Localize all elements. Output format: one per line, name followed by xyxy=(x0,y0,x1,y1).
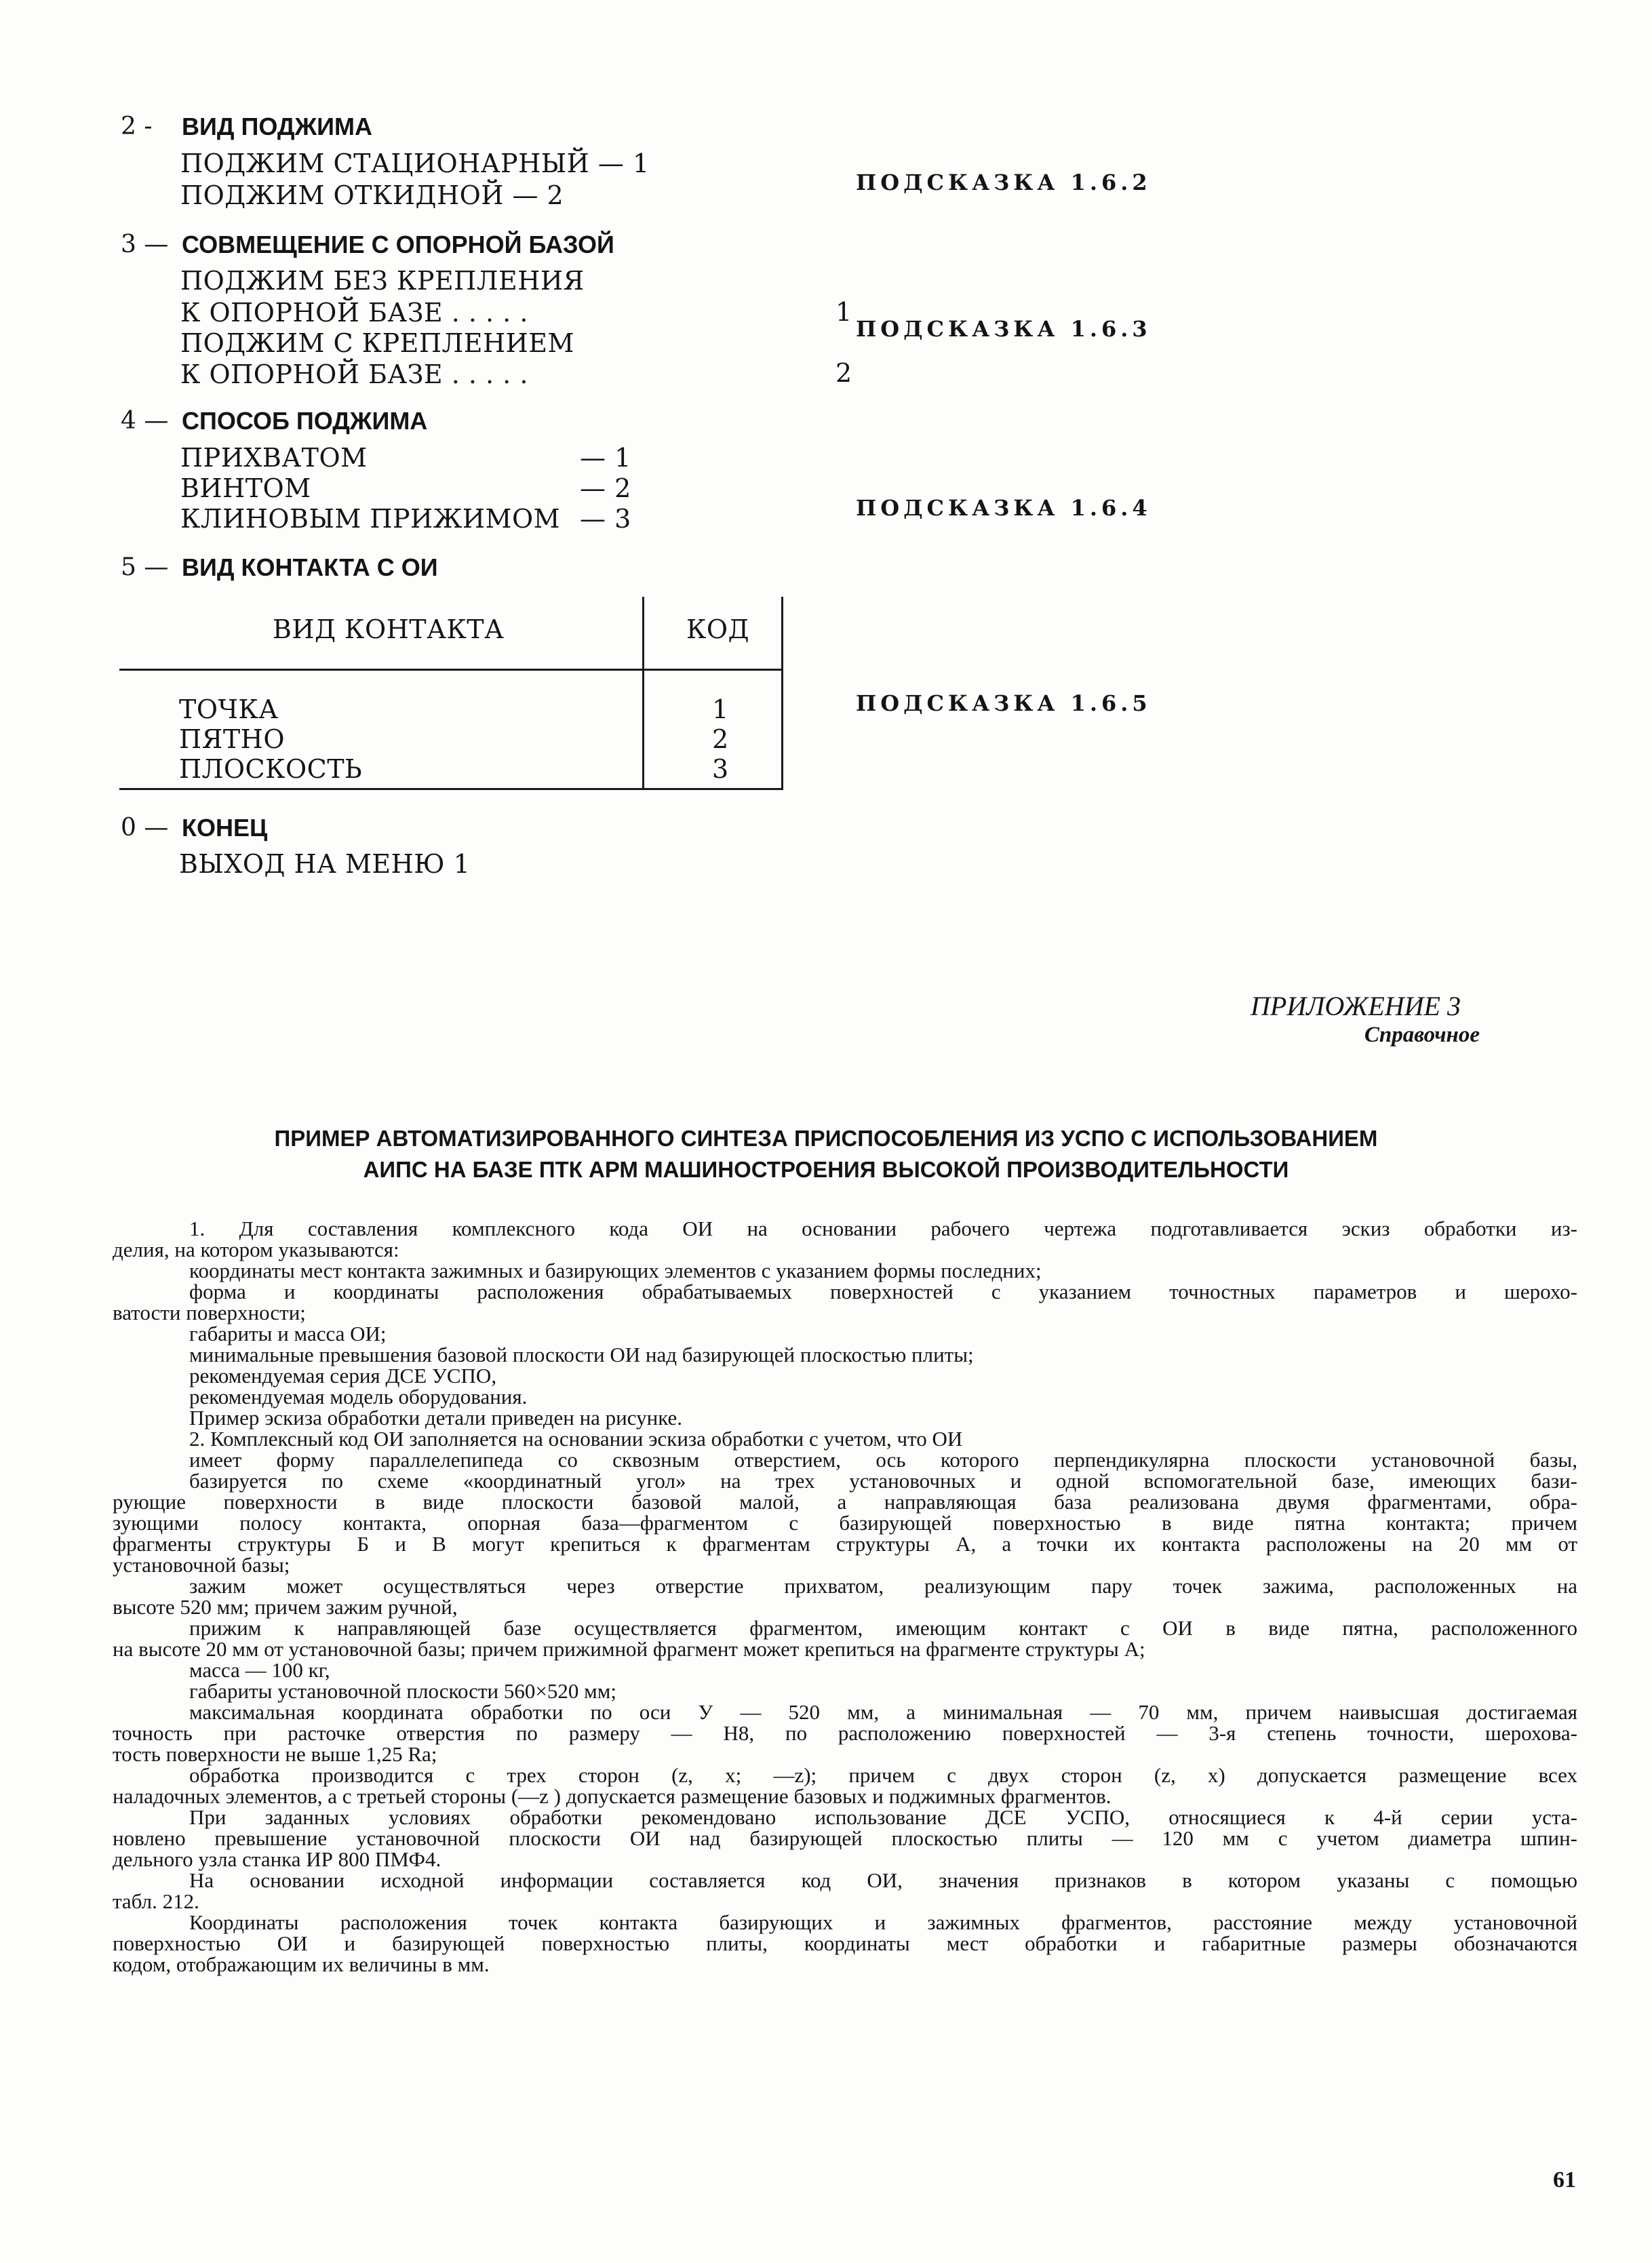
hint-1-6-2: ПОДСКАЗКА 1.6.2 xyxy=(856,170,1152,195)
document-title-line-1: ПРИМЕР АВТОМАТИЗИРОВАННОГО СИНТЕЗА ПРИСПОСОБЛЕНИЯ ИЗ УСПО С ИСПОЛЬЗОВАНИЕМ xyxy=(274,1126,1378,1151)
body-line: тость поверхности не выше 1,25 Ra; xyxy=(113,1742,437,1766)
body-line: габариты и масса ОИ; xyxy=(189,1322,387,1345)
table-row-code-1: 1 xyxy=(712,694,729,724)
section-3-item-1: ПОДЖИМ БЕЗ КРЕПЛЕНИЯ xyxy=(180,266,585,296)
table-header-code: КОД xyxy=(686,614,749,644)
section-0-title: КОНЕЦ xyxy=(182,814,268,842)
section-4-title: СПОСОБ ПОДЖИМА xyxy=(182,407,428,435)
body-line: установочной базы; xyxy=(113,1553,290,1577)
body-line: точность при расточке отверстия по размеру — Н8, по расположению поверхностей — 3-я степень точности, шерохова- xyxy=(113,1721,1577,1745)
section-4-number: 4 — xyxy=(121,407,169,435)
document-title-line-2: АИПС НА БАЗЕ ПТК АРМ МАШИНОСТРОЕНИЯ ВЫСОКОЙ ПРОИЗВОДИТЕЛЬНОСТИ xyxy=(363,1157,1289,1182)
table-row-type-1: ТОЧКА xyxy=(179,694,279,724)
section-3-title: СОВМЕЩЕНИЕ С ОПОРНОЙ БАЗОЙ xyxy=(182,231,614,258)
hint-1-6-5: ПОДСКАЗКА 1.6.5 xyxy=(856,690,1152,716)
section-0-item: ВЫХОД НА МЕНЮ 1 xyxy=(179,849,471,879)
table-row-code-2: 2 xyxy=(712,724,729,754)
body-line: зажим может осуществляться через отверстие прихватом, реализующим пару точек зажима, расположенных на xyxy=(189,1574,1577,1598)
section-4-item-2: ВИНТОМ xyxy=(180,473,311,503)
body-line: рующие поверхности в виде плоскости базовой малой, а направляющая база реализована двумя фрагментами, обра- xyxy=(113,1490,1577,1514)
body-line: дельного узла станка ИР 800 ПМФ4. xyxy=(113,1847,441,1871)
table-row-type-3: ПЛОСКОСТЬ xyxy=(179,754,363,784)
body-line: ватости поверхности; xyxy=(113,1301,306,1324)
section-3-code-2: 2 xyxy=(835,358,852,388)
body-line: обработка производится с трех сторон (z, x; —z); причем с двух сторон (z, x) допускается размещение всех xyxy=(189,1763,1577,1787)
section-4-code-2: — 2 xyxy=(580,473,631,503)
section-4-item-3: КЛИНОВЫМ ПРИЖИМОМ xyxy=(180,504,561,534)
body-line: 2. Комплексный код ОИ заполняется на основании эскиза обработки с учетом, что ОИ xyxy=(189,1427,963,1451)
section-5-number: 5 — xyxy=(121,553,169,581)
section-2-number: 2 - xyxy=(121,113,153,140)
body-line: новлено превышение установочной плоскости ОИ над базирующей плоскостью плиты — 120 мм с учетом диаметра шпин- xyxy=(113,1826,1577,1850)
section-2-item-2: ПОДЖИМ ОТКИДНОЙ — 2 xyxy=(180,180,564,210)
body-line: габариты установочной плоскости 560×520 мм; xyxy=(189,1679,616,1703)
section-5-title: ВИД КОНТАКТА С ОИ xyxy=(182,553,438,581)
hint-1-6-4: ПОДСКАЗКА 1.6.4 xyxy=(856,495,1152,521)
body-line: поверхностью ОИ и базирующей поверхностью плиты, координаты мест обработки и габаритные размеры обозначаются xyxy=(113,1931,1577,1955)
body-line: На основании исходной информации составляется код ОИ, значения признаков в котором указаны с помощью xyxy=(189,1868,1577,1892)
body-line: кодом, отображающим их величины в мм. xyxy=(113,1952,490,1976)
body-text xyxy=(113,1218,1577,1975)
body-line: делия, на котором указываются: xyxy=(113,1238,399,1261)
body-line: фрагменты структуры Б и В могут крепиться к фрагментам структуры А, а точки их контакта расположены на 20 мм от xyxy=(113,1532,1577,1556)
section-2-title: ВИД ПОДЖИМА xyxy=(182,113,372,140)
body-line: наладочных элементов, а с третьей стороны (—z ) допускается размещение базовых и поджимных фрагментов. xyxy=(113,1784,1112,1808)
body-line: прижим к направляющей базе осуществляется фрагментом, имеющим контакт с ОИ в виде пятна, расположенного xyxy=(189,1616,1577,1640)
table-bottom-rule xyxy=(119,788,783,790)
section-3-item-4: К ОПОРНОЙ БАЗЕ . . . . . xyxy=(180,359,528,389)
body-line: высоте 520 мм; причем зажим ручной, xyxy=(113,1595,458,1619)
section-4-code-3: — 3 xyxy=(580,504,631,534)
hint-1-6-3: ПОДСКАЗКА 1.6.3 xyxy=(856,316,1152,342)
table-row-code-3: 3 xyxy=(712,754,729,784)
section-3-item-3: ПОДЖИМ С КРЕПЛЕНИЕМ xyxy=(180,328,574,358)
section-2-item-1: ПОДЖИМ СТАЦИОНАРНЫЙ — 1 xyxy=(180,149,650,178)
table-row-type-2: ПЯТНО xyxy=(179,724,285,754)
body-line: на высоте 20 мм от установочной базы; причем прижимной фрагмент может крепиться на фрагменте структуры А; xyxy=(113,1637,1145,1661)
body-line: 1. Для составления комплексного кода ОИ на основании рабочего чертежа подготавливается эскиз обработки из- xyxy=(189,1217,1577,1240)
table-divider-vertical xyxy=(642,597,644,790)
body-line: форма и координаты расположения обрабатываемых поверхностей с указанием точностных параметров и шерохо- xyxy=(189,1280,1577,1303)
body-line: При заданных условиях обработки рекомендовано использование ДСЕ УСПО, относящиеся к 4-й серии уста- xyxy=(189,1805,1577,1829)
section-4-code-1: — 1 xyxy=(580,443,631,473)
body-line: Пример эскиза обработки детали приведен на рисунке. xyxy=(189,1406,683,1430)
body-line: координаты мест контакта зажимных и базирующих элементов с указанием формы последних; xyxy=(189,1259,1042,1282)
section-3-code-1: 1 xyxy=(835,297,852,327)
section-0-number: 0 — xyxy=(121,814,169,842)
body-line: масса — 100 кг, xyxy=(189,1658,330,1682)
appendix-sublabel: Справочное xyxy=(1364,1023,1480,1047)
section-3-item-2: К ОПОРНОЙ БАЗЕ . . . . . xyxy=(180,298,528,328)
body-line: минимальные превышения базовой плоскости ОИ над базирующей плоскостью плиты; xyxy=(189,1343,974,1366)
body-line: рекомендуемая модель оборудования. xyxy=(189,1385,528,1409)
section-3-number: 3 — xyxy=(121,231,169,258)
body-line: базируется по схеме «координатный угол» на трех установочных и одной вспомогательной базе, имеющих бази- xyxy=(189,1469,1577,1493)
body-line: максимальная координата обработки по оси У — 520 мм, а минимальная — 70 мм, причем наивысшая достигаемая xyxy=(189,1700,1577,1724)
appendix-label: ПРИЛОЖЕНИЕ 3 xyxy=(1251,991,1461,1021)
table-border-right xyxy=(781,597,783,790)
body-line: зующими полосу контакта, опорная база—фрагментом с базирующей поверхностью в виде пятна контакта; причем xyxy=(113,1511,1577,1535)
table-header-rule xyxy=(119,669,783,671)
body-line: Координаты расположения точек контакта базирующих и зажимных фрагментов, расстояние между установочной xyxy=(189,1910,1577,1934)
table-header-type: ВИД КОНТАКТА xyxy=(273,614,505,644)
section-4-item-1: ПРИХВАТОМ xyxy=(180,443,368,473)
body-line: имеет форму параллелепипеда со сквозным отверстием, ось которого перпендикулярна плоскости установочной базы, xyxy=(189,1448,1577,1472)
page-number: 61 xyxy=(1553,2167,1576,2192)
body-line: рекомендуемая серия ДСЕ УСПО, xyxy=(189,1364,497,1388)
body-line: табл. 212. xyxy=(113,1889,199,1913)
